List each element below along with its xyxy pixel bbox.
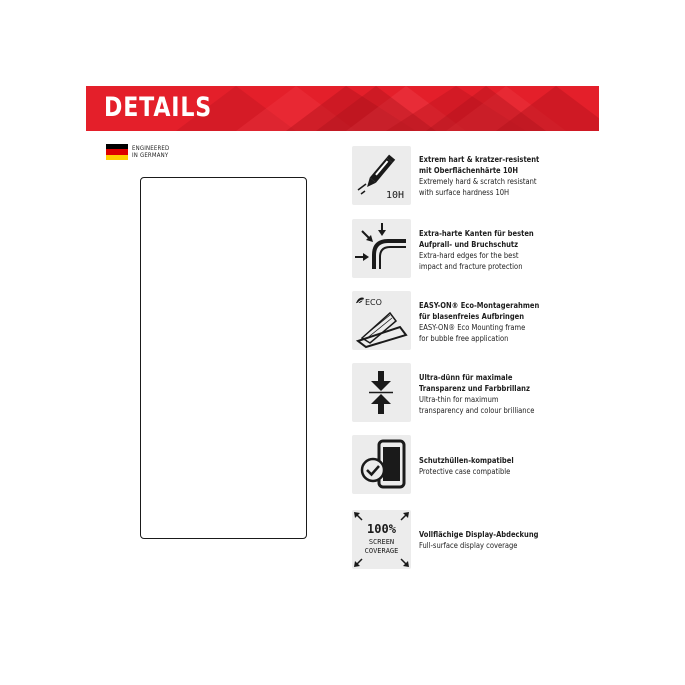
coverage-coverage-label: COVERAGE (364, 547, 399, 555)
edge-impact-icon (352, 219, 411, 278)
engineered-in-germany-badge (106, 144, 169, 160)
pen-scratch-icon (352, 146, 411, 205)
feature-hard-edges (352, 219, 602, 279)
feature-eco-mounting-text: EASY-ON® Eco-Montagerahmen für blasenfreies Aufbringen EASY-ON® Eco Mounting frame for bubble free application (419, 301, 540, 343)
coverage-percent: 100% (367, 522, 396, 536)
details-banner (86, 86, 599, 131)
german-flag-icon (106, 144, 128, 160)
feature-ultra-thin (352, 363, 602, 423)
feature-hardness (352, 146, 602, 206)
ultra-thin-arrows-icon (352, 363, 411, 422)
eco-mounting-frame-icon (352, 291, 411, 350)
case-compatible-check-icon (352, 435, 411, 494)
svg-text:10H: 10H (386, 190, 405, 201)
feature-full-coverage (352, 510, 602, 570)
coverage-screen-label: SCREEN (368, 538, 395, 546)
feature-ultra-thin-text: Ultra-dünn für maximale Transparenz und Farbbrillanz Ultra-thin for maximum transparency and colour brilliance (419, 373, 535, 415)
banner-title: DETAILS (104, 92, 213, 123)
feature-case-compatible (352, 435, 602, 495)
phone-screen-protector-outline (140, 177, 307, 539)
engineered-text: ENGINEERED IN GERMANY (132, 145, 170, 159)
feature-hardness-text: Extrem hart & kratzer-resistent mit Oberflächenhärte 10H Extremely hard & scratch resistant with surface hardness 10H (419, 155, 540, 197)
screen-coverage-icon (352, 510, 411, 569)
svg-text:ECO: ECO (365, 298, 382, 307)
feature-hard-edges-text: Extra-harte Kanten für besten Aufprall- und Bruchschutz Extra-hard edges for the best impact and fracture protection (419, 229, 534, 271)
feature-full-coverage-text: Vollflächige Display-Abdeckung Full-surface display coverage (419, 530, 539, 550)
feature-case-compatible-text: Schutzhüllen-kompatibel Protective case compatible (419, 456, 514, 476)
feature-eco-mounting (352, 291, 602, 351)
